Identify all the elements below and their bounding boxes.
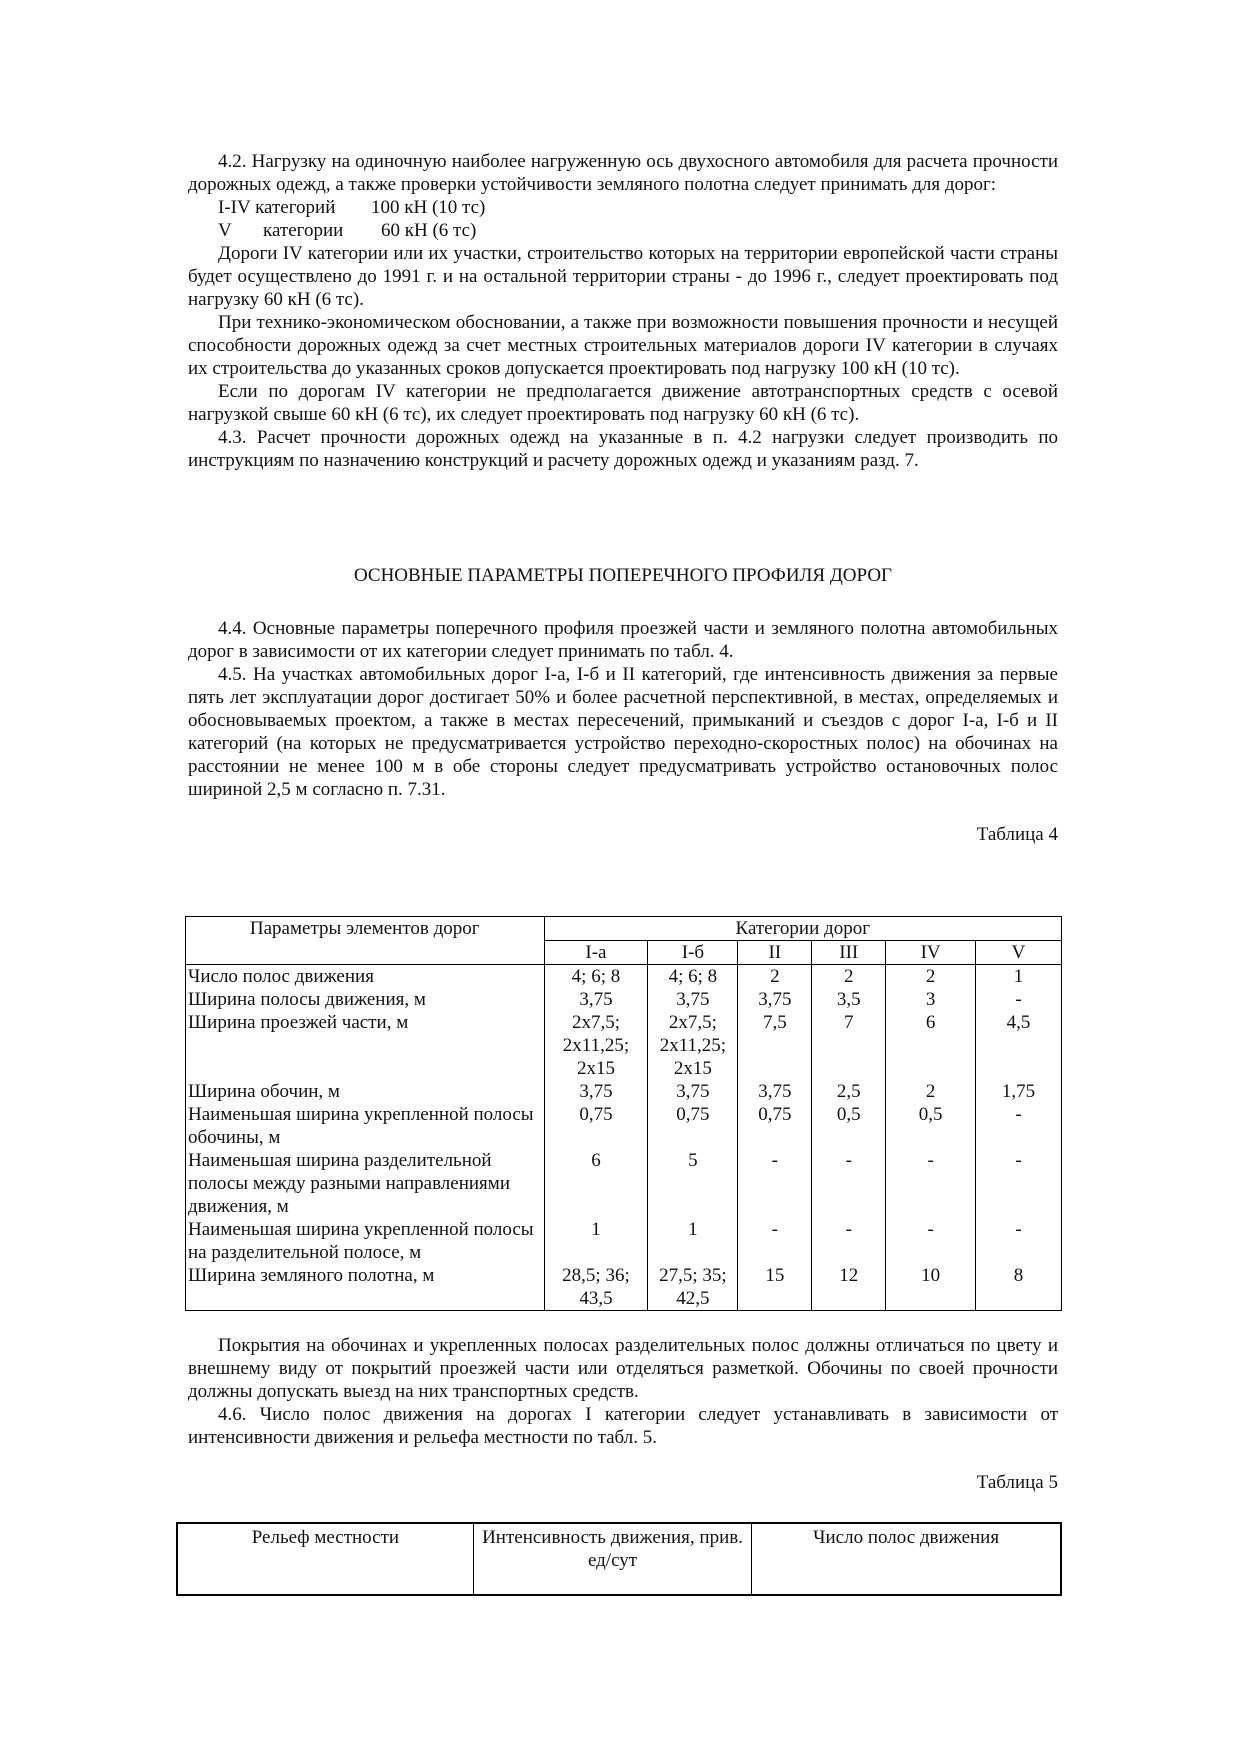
- value-cell: 1: [976, 965, 1062, 989]
- value-cell: 3,75: [544, 988, 648, 1011]
- table-row: [186, 1149, 1062, 1218]
- value-cell: -: [738, 1149, 812, 1218]
- paragraph: Если по дорогам IV категории не предполагается движение автотранспортных средств с осевой нагрузкой свыше 60 кН (6 тс), их следует проектировать под нагрузку 60 кН (6 тс).: [188, 381, 1058, 425]
- param-cell: Ширина земляного полотна, м: [186, 1264, 545, 1311]
- value-cell: 0,75: [544, 1103, 648, 1149]
- value-cell: 6: [544, 1149, 648, 1218]
- value-cell: 0,75: [738, 1103, 812, 1149]
- paragraph-4-6: 4.6. Число полос движения на дорогах I категории следует устанавливать в зависимости от интенсивности движения и рельефа местности по табл. 5.: [188, 1404, 1058, 1448]
- value-cell: 28,5; 36; 43,5: [544, 1264, 648, 1311]
- param-cell: Наименьшая ширина укрепленной полосы на разделительной полосе, м: [186, 1218, 545, 1264]
- relief-header: Рельеф местности: [177, 1523, 473, 1595]
- value-cell: 10: [886, 1264, 976, 1311]
- value-cell: 0,5: [812, 1103, 886, 1149]
- value-cell: 3: [886, 988, 976, 1011]
- category-header: I-а: [544, 941, 648, 965]
- param-cell: Ширина обочин, м: [186, 1080, 545, 1103]
- value-cell: 4; 6; 8: [544, 965, 648, 989]
- value-cell: 12: [812, 1264, 886, 1311]
- load-value: 60 кН (6 тс): [381, 220, 477, 241]
- value-cell: 0,5: [886, 1103, 976, 1149]
- value-cell: 3,75: [738, 988, 812, 1011]
- load-category-number: V: [218, 220, 232, 241]
- value-cell: 4; 6; 8: [648, 965, 738, 989]
- category-header: II: [738, 941, 812, 965]
- value-cell: -: [886, 1149, 976, 1218]
- value-cell: 2: [886, 1080, 976, 1103]
- value-cell: 3,5: [812, 988, 886, 1011]
- load-category-label: I-IV категорий: [218, 197, 336, 218]
- document-page: [188, 150, 1058, 846]
- value-cell: 1: [544, 1218, 648, 1264]
- load-category-word: категории: [263, 220, 344, 241]
- param-cell: Ширина полосы движения, м: [186, 988, 545, 1011]
- param-header: Параметры элементов дорог: [186, 917, 545, 965]
- section-heading: ОСНОВНЫЕ ПАРАМЕТРЫ ПОПЕРЕЧНОГО ПРОФИЛЯ ДОРОГ: [353, 565, 893, 586]
- table-row: [186, 1218, 1062, 1264]
- table-row: [186, 988, 1062, 1011]
- value-cell: 2,5: [812, 1080, 886, 1103]
- category-header: III: [812, 941, 886, 965]
- value-cell: -: [812, 1149, 886, 1218]
- value-cell: 3,75: [544, 1080, 648, 1103]
- value-cell: -: [976, 988, 1062, 1011]
- lanes-header: Число полос движения: [752, 1523, 1061, 1595]
- param-cell: Наименьшая ширина укрепленной полосы обочины, м: [186, 1103, 545, 1149]
- value-cell: 0,75: [648, 1103, 738, 1149]
- intensity-header: Интенсивность движения, прив. ед/сут: [473, 1523, 751, 1595]
- paragraph-4-3: 4.3. Расчет прочности дорожных одежд на указанные в п. 4.2 нагрузки следует производить по инструкциям по назначению конструкций и расчету дорожных одежд и указаниям разд. 7.: [188, 427, 1058, 471]
- category-header: I-б: [648, 941, 738, 965]
- categories-group-header: Категории дорог: [544, 917, 1062, 941]
- table-row: [186, 1080, 1062, 1103]
- value-cell: 2: [738, 965, 812, 989]
- table-4: [185, 916, 1062, 1311]
- value-cell: 1: [648, 1218, 738, 1264]
- document-page-continued: [188, 1334, 1058, 1494]
- paragraph: Покрытия на обочинах и укрепленных полосах разделительных полос должны отличаться по цвету и внешнему виду от покрытий проезжей части или отделяться разметкой. Обочины по своей прочности должны допускать выезд на них транспортных средств.: [188, 1335, 1058, 1402]
- value-cell: 2х7,5; 2х11,25; 2х15: [648, 1011, 738, 1080]
- table-row: [186, 1011, 1062, 1080]
- table-row: [186, 965, 1062, 989]
- value-cell: 2х7,5; 2х11,25; 2х15: [544, 1011, 648, 1080]
- table-header-row: [177, 1523, 1061, 1595]
- value-cell: 8: [976, 1264, 1062, 1311]
- value-cell: 4,5: [976, 1011, 1062, 1080]
- value-cell: 1,75: [976, 1080, 1062, 1103]
- value-cell: 27,5; 35; 42,5: [648, 1264, 738, 1311]
- table-4-caption: Таблица 4: [976, 824, 1058, 845]
- value-cell: 2: [812, 965, 886, 989]
- table-body: [186, 965, 1062, 1311]
- value-cell: -: [976, 1218, 1062, 1264]
- value-cell: 5: [648, 1149, 738, 1218]
- table-5-caption: Таблица 5: [976, 1472, 1058, 1493]
- value-cell: -: [886, 1218, 976, 1264]
- value-cell: -: [738, 1218, 812, 1264]
- value-cell: 3,75: [648, 1080, 738, 1103]
- category-header: IV: [886, 941, 976, 965]
- value-cell: 3,75: [648, 988, 738, 1011]
- value-cell: 7: [812, 1011, 886, 1080]
- value-cell: -: [976, 1103, 1062, 1149]
- value-cell: -: [976, 1149, 1062, 1218]
- table-row: [186, 1103, 1062, 1149]
- param-cell: Ширина проезжей части, м: [186, 1011, 545, 1080]
- param-cell: Наименьшая ширина разделительной полосы между разными направлениями движения, м: [186, 1149, 545, 1218]
- table-header-row: [186, 917, 1062, 941]
- table-5: [176, 1522, 1062, 1596]
- value-cell: 6: [886, 1011, 976, 1080]
- paragraph: При технико-экономическом обосновании, а также при возможности повышения прочности и несущей способности дорожных одежд за счет местных строительных материалов дороги IV категории в случаях их строительства до указанных сроков допускается проектировать под нагрузку 100 кН (10 тс).: [188, 312, 1058, 379]
- paragraph: Дороги IV категории или их участки, строительство которых на территории европейской части страны будет осуществлено до 1991 г. и на остальной территории страны - до 1996 г., следует проектировать под нагрузку 60 кН (6 тс).: [188, 243, 1058, 310]
- param-cell: Число полос движения: [186, 965, 545, 989]
- value-cell: -: [812, 1218, 886, 1264]
- value-cell: 2: [886, 965, 976, 989]
- value-cell: 15: [738, 1264, 812, 1311]
- value-cell: 3,75: [738, 1080, 812, 1103]
- category-header: V: [976, 941, 1062, 965]
- value-cell: 7,5: [738, 1011, 812, 1080]
- load-value: 100 кН (10 тс): [371, 197, 486, 218]
- paragraph-4-4: 4.4. Основные параметры поперечного профиля проезжей части и земляного полотна автомобильных дорог в зависимости от их категории следует принимать по табл. 4.: [188, 618, 1058, 662]
- load-line-1: [218, 196, 1058, 219]
- load-line-2: [218, 219, 1058, 242]
- table-row: [186, 1264, 1062, 1311]
- paragraph-4-2: 4.2. Нагрузку на одиночную наиболее нагруженную ось двухосного автомобиля для расчета прочности дорожных одежд, а также проверки устойчивости земляного полотна следует принимать для дорог:: [188, 151, 1058, 195]
- paragraph-4-5: 4.5. На участках автомобильных дорог I-а, I-б и II категорий, где интенсивность движения за первые пять лет эксплуатации дорог достигает 50% и более расчетной перспективной, в местах, определяемых и обосновываемых проектом, а также в местах пересечений, примыканий и съездов с дорог I-а, I-б и II категорий (на которых не предусматривается устройство переходно-скоростных полос) на обочинах на расстоянии не менее 100 м в обе стороны следует предусматривать устройство остановочных полос шириной 2,5 м согласно п. 7.31.: [188, 664, 1058, 800]
